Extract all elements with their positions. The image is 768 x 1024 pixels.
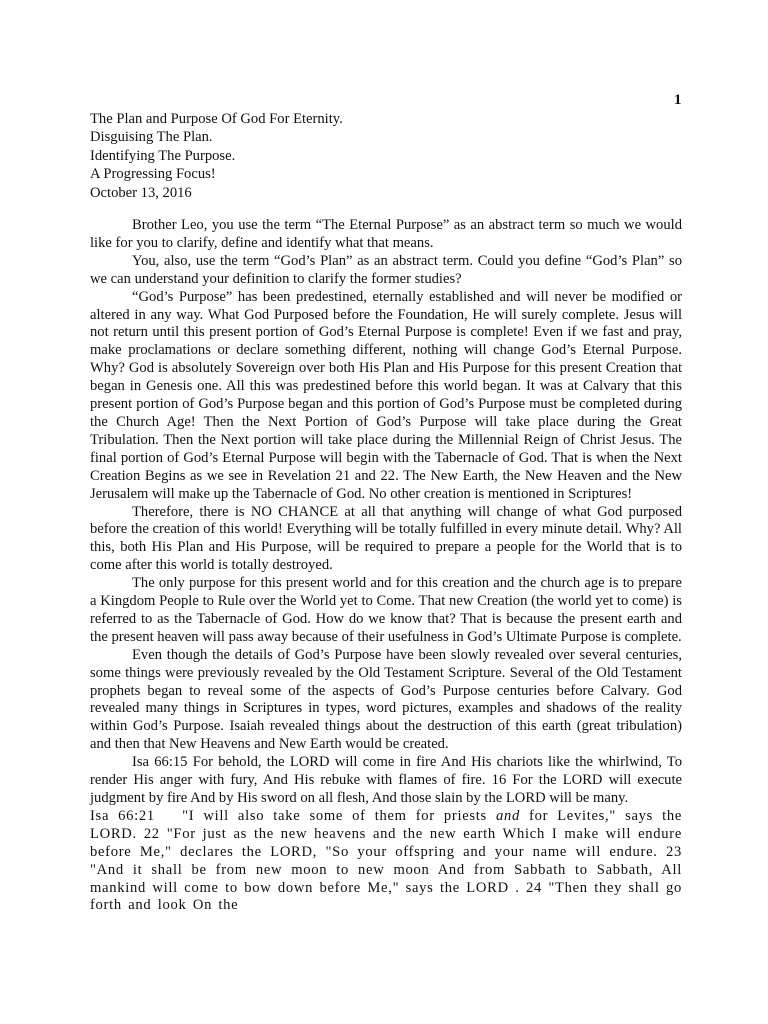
document-body xyxy=(90,217,682,915)
paragraph-no-chance: Therefore, there is NO CHANCE at all that anything will change of what God purposed before the creation of this world! Everything will be totally fulfilled in every minute detail. Why? All this, both His Plan and His Purpose, will be required to prepare a people for the World that is to come after this world is totally destroyed. xyxy=(90,503,682,574)
page-number: 1 xyxy=(674,92,682,108)
scripture-text-cont: for Levites," says the LORD. xyxy=(90,807,683,842)
subtitle-progressing: A Progressing Focus! xyxy=(90,166,216,183)
scripture-text: "I will also take some of them for priests xyxy=(182,807,496,824)
paragraph-present-world: The only purpose for this present world and for this creation and the church age is to prepare a Kingdom People to Rule over the World yet to Come. That new Creation (the world yet to come) is referred to as the Tabernacle of God. How do we know that? That is because the present earth and the present heaven will pass away because of their usefulness in God’s Ultimate Purpose is complete. xyxy=(90,575,682,645)
paragraph-question-eternal-purpose: Brother Leo, you use the term “The Eternal Purpose” as an abstract term so much we would like for you to clarify, define and identify what that means. xyxy=(90,217,682,251)
scripture-isa-66-15: Isa 66:15 For behold, the LORD will come in fire And His chariots like the whirlwind, To render His anger with fury, And His rebuke with flames of fire. 16 For the LORD will execute judgment by fire And by His sword on all flesh, And those slain by the LORD will be many. xyxy=(90,754,682,806)
document-header xyxy=(90,110,690,202)
paragraph-old-testament: Even though the details of God’s Purpose have been slowly revealed over several centuries, some things were previously revealed by the Old Testament Scripture. Several of the Old Testament prophets began to reveal some of the aspects of God’s Purpose centuries before Calvary. God revealed many things in Scriptures in types, word pictures, examples and shadows of the reality within God’s Purpose. Isaiah revealed things about the destruction of this earth (great tribulation) and then that New Heavens and New Earth would be created. xyxy=(90,646,682,753)
scripture-text-rest: 22 "For just as the new heavens and the new earth Which I make will endure before Me," declares the LORD, "So your offspring and your name will endure. 23 "And it shall be from new moon to new moon And from Sabbath to Sabbath, All mankind will come to bow down before Me," says the LORD . 24 "Then they shall go forth and look On the xyxy=(90,825,682,914)
scripture-italic-word: and xyxy=(495,807,520,824)
subtitle-disguising: Disguising The Plan. xyxy=(90,129,213,146)
scripture-isa-66-21 xyxy=(90,808,682,915)
document-title: The Plan and Purpose Of God For Eternity. xyxy=(90,111,343,127)
document-date: October 13, 2016 xyxy=(90,184,192,201)
scripture-reference: Isa 66:21 xyxy=(90,807,155,824)
paragraph-question-gods-plan: You, also, use the term “God’s Plan” as an abstract term. Could you define “God’s Plan” so we can understand your definition to clarify the former studies? xyxy=(90,252,682,287)
paragraph-gods-purpose: “God’s Purpose” has been predestined, eternally established and will never be modified or altered in any way. What God Purposed before the Foundation, He will surely complete. Jesus will not return until this present portion of God’s Eternal Purpose is complete! Even if we fast and pray, make proclamations or declare something different, nothing will change God’s Eternal Purpose. Why? God is absolutely Sovereign over both His Plan and His Purpose for this present Creation that began in Genesis one. All this was predestined before this world began. It was at Calvary that this present portion of God’s Purpose began and this portion of God’s Purpose must be completed during the Church Age! Then the Next Portion of God’s Purpose will take place during the Great Tribulation. Then the Next portion will take place during the Millennial Reign of Christ Jesus. The final portion of God’s Eternal Purpose will begin with the Tabernacle of God. That is when the Next Creation Begins as we see in Revelation 21 and 22. The New Earth, the New Heaven and the New Jerusalem will make up the Tabernacle of God. No other creation is mentioned in Scriptures! xyxy=(90,288,682,502)
subtitle-identifying: Identifying The Purpose. xyxy=(90,147,236,164)
